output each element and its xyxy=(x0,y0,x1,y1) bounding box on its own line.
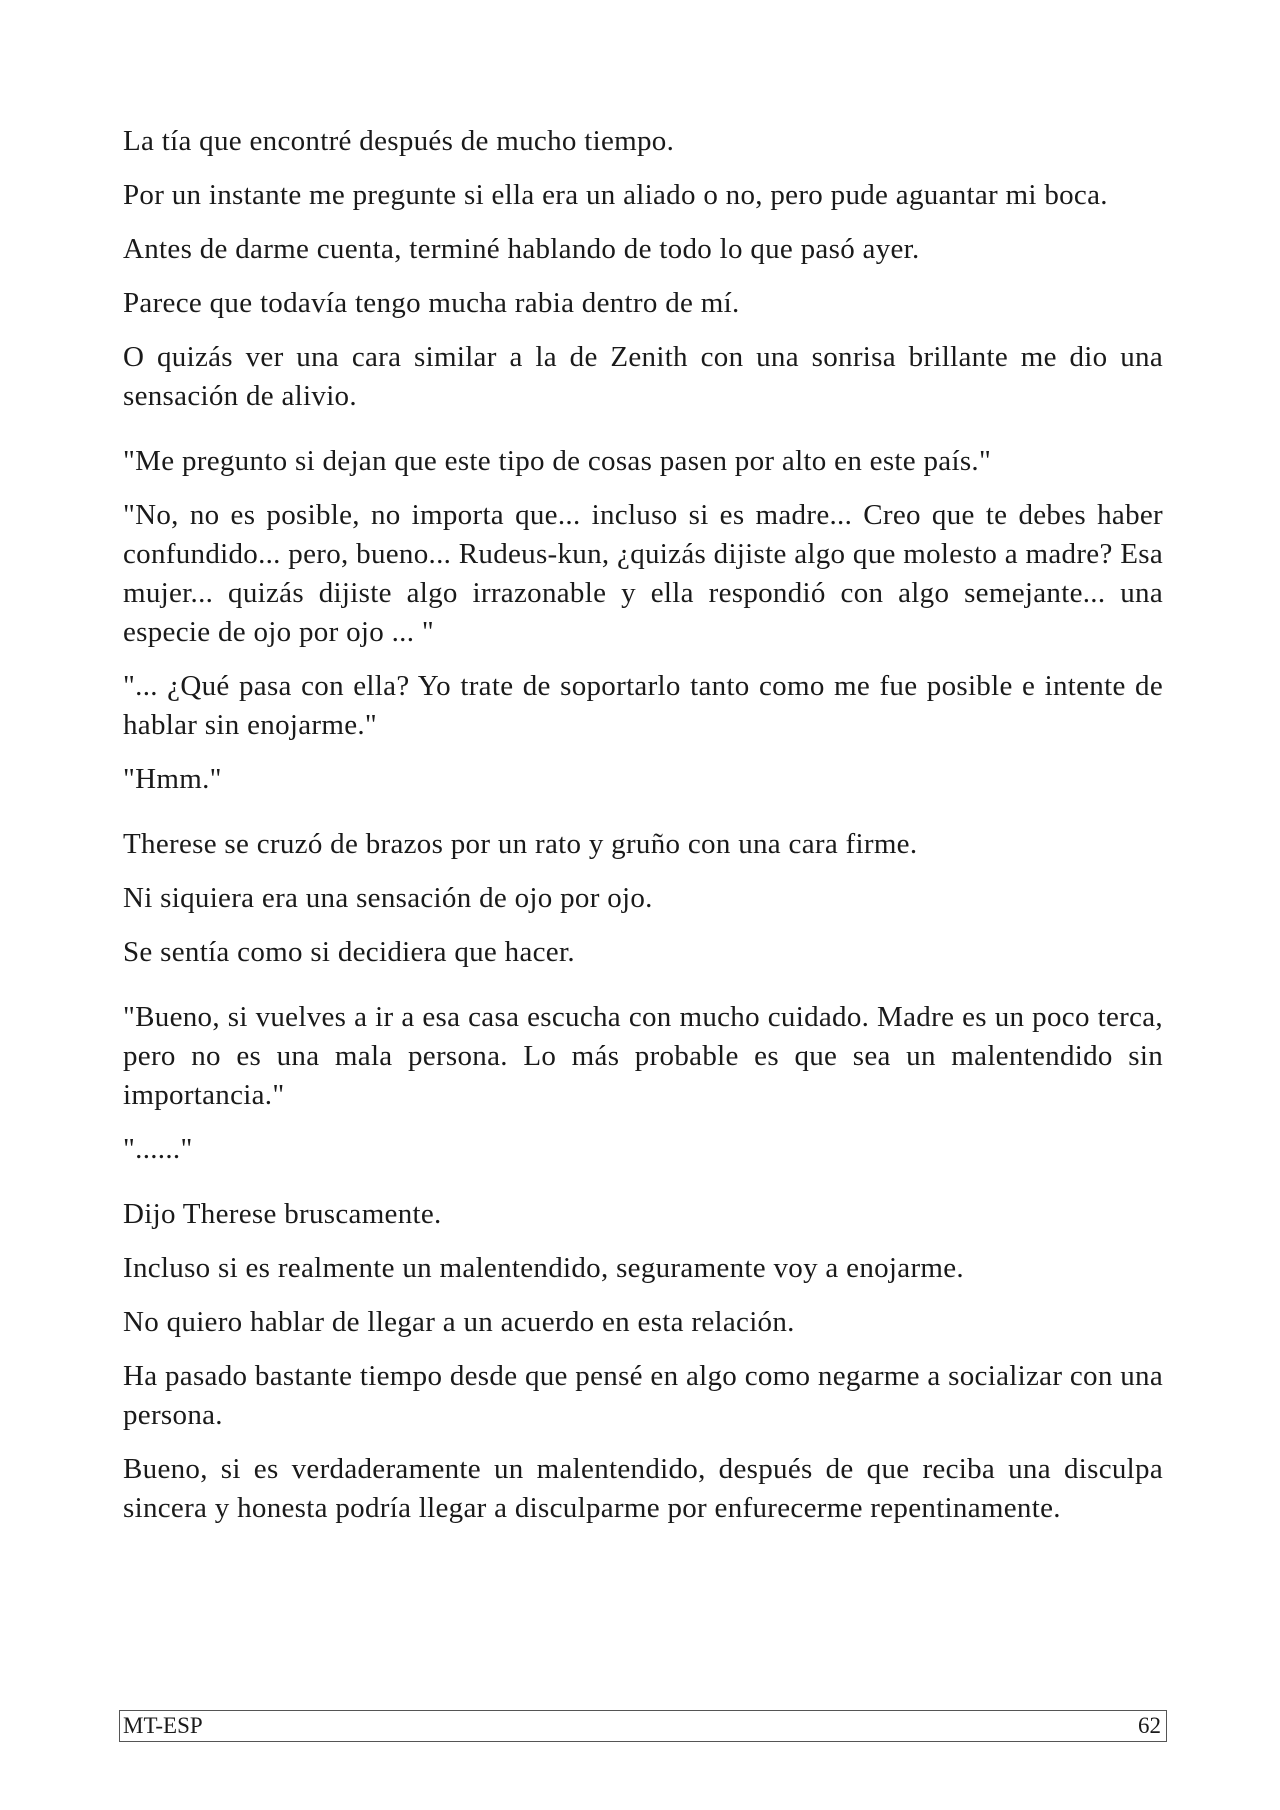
paragraph: Parece que todavía tengo mucha rabia dentro de mí. xyxy=(123,287,740,319)
page-footer xyxy=(119,1710,1167,1742)
dialogue-paragraph: "No, no es posible, no importa que... incluso si es madre... Creo que te debes haber confundido... pero, bueno... Rudeus-kun, ¿quizás dijiste algo que molesto a madre? Esa mujer... quizás dijiste algo irrazonable y ella respondió con algo semejante... una especie de ojo por ojo ... " xyxy=(123,499,1163,648)
paragraph: Bueno, si es verdaderamente un malentendido, después de que reciba una disculpa sincera y honesta podría llegar a disculparme por enfurecerme repentinamente. xyxy=(123,1453,1163,1524)
paragraph: O quizás ver una cara similar a la de Zenith con una sonrisa brillante me dio una sensación de alivio. xyxy=(123,341,1163,412)
paragraph: Ni siquiera era una sensación de ojo por ojo. xyxy=(123,882,653,914)
paragraph: Se sentía como si decidiera que hacer. xyxy=(123,936,575,968)
paragraph: Por un instante me pregunte si ella era un aliado o no, pero pude aguantar mi boca. xyxy=(123,179,1108,211)
paragraph: Incluso si es realmente un malentendido, seguramente voy a enojarme. xyxy=(123,1252,964,1284)
paragraph: La tía que encontré después de mucho tiempo. xyxy=(123,125,675,157)
dialogue-paragraph: "......" xyxy=(123,1133,193,1165)
paragraph: No quiero hablar de llegar a un acuerdo en esta relación. xyxy=(123,1306,795,1338)
paragraph: Dijo Therese bruscamente. xyxy=(123,1198,442,1230)
dialogue-paragraph: "... ¿Qué pasa con ella? Yo trate de soportarlo tanto como me fue posible e intente de hablar sin enojarme." xyxy=(123,670,1163,741)
dialogue-paragraph: "Me pregunto si dejan que este tipo de cosas pasen por alto en este país." xyxy=(123,445,992,477)
page-number: 62 xyxy=(1138,1713,1161,1738)
paragraph: Therese se cruzó de brazos por un rato y gruño con una cara firme. xyxy=(123,828,918,860)
paragraph: Ha pasado bastante tiempo desde que pensé en algo como negarme a socializar con una persona. xyxy=(123,1360,1163,1431)
body-text xyxy=(123,122,1163,1528)
dialogue-paragraph: "Hmm." xyxy=(123,763,222,795)
paragraph: Antes de darme cuenta, terminé hablando de todo lo que pasó ayer. xyxy=(123,233,920,265)
dialogue-paragraph: "Bueno, si vuelves a ir a esa casa escucha con mucho cuidado. Madre es un poco terca, pero no es una mala persona. Lo más probable es que sea un malentendido sin importancia." xyxy=(123,1001,1163,1111)
footer-label: MT-ESP xyxy=(123,1713,203,1738)
